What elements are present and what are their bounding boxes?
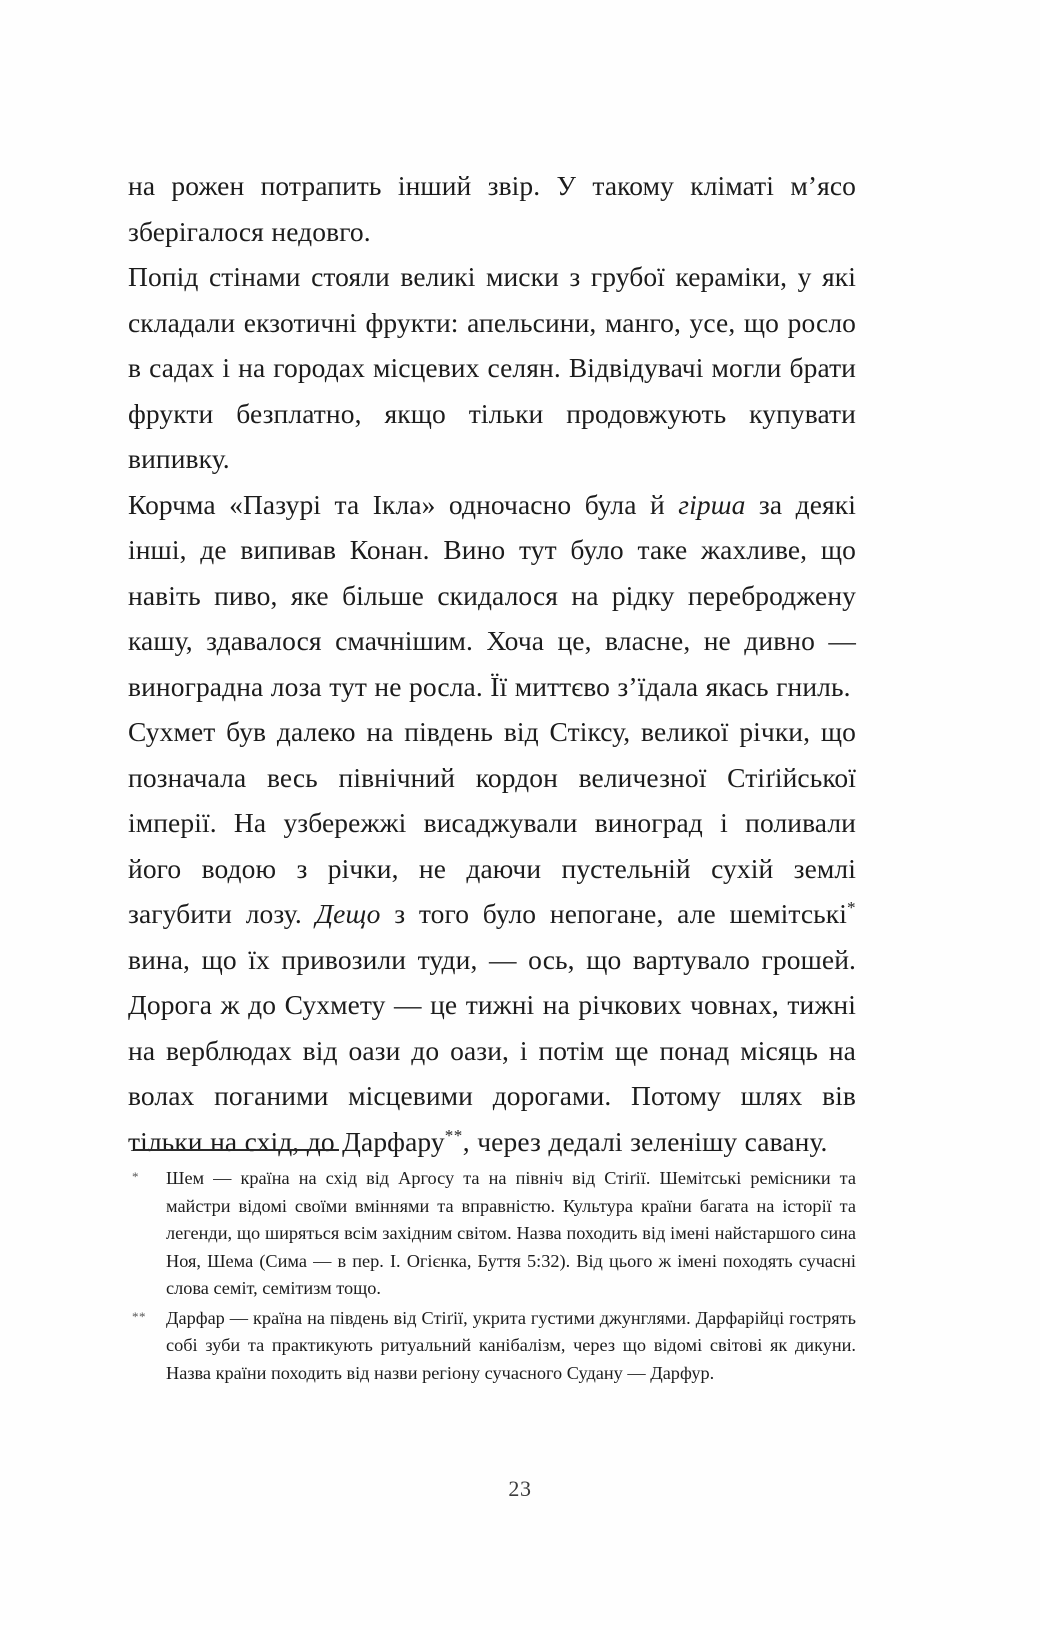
emphasis-text: гірша	[678, 488, 746, 520]
body-paragraph	[128, 163, 856, 254]
footnote-marker: *	[132, 1169, 139, 1184]
body-paragraph	[128, 163, 856, 709]
footnote-marker: **	[132, 1308, 146, 1324]
body-text-run: , через дедалі зеленішу савану.	[462, 1125, 828, 1157]
body-paragraph	[128, 163, 856, 1164]
footnotes-section	[128, 1149, 856, 1389]
footnote-list	[128, 1165, 856, 1387]
page-number: 23	[508, 1476, 532, 1501]
body-text-block	[128, 163, 856, 1164]
body-paragraph	[128, 163, 856, 482]
body-text-run: за деякі інші, де випивав Конан. Вино тут було таке жахливе, що навіть пиво, яке більше скидалося на рідку переброджену кашу, здавалося смачнішим. Хоча це, власне, не дивно — виноградна лоза тут не росла. Її миттєво з’їдала якась гниль.	[128, 488, 856, 702]
body-text-run: Попід стінами стояли великі миски з грубої кераміки, у які складали екзотичні фрукти: апельсини, манго, усе, що росло в садах і на городах місцевих селян. Відвідувачі могли брати фрукти безплатно, якщо тільки продовжують купувати випивку.	[128, 261, 856, 474]
body-text-run: на рожен потрапить інший звір. У такому кліматі м’ясо зберігалося недовго.	[128, 170, 856, 247]
body-text-run: Сухмет був далеко на південь від Стіксу, великої річки, що позначала весь північний кордон величезної Стіґійської імперії. На узбережжі висаджували виноград і поливали його водою з річки, не даючи пустельній сухій землі загубити лозу.	[128, 716, 856, 929]
footnote-item	[128, 1165, 856, 1303]
emphasis-text: Дещо	[315, 898, 381, 929]
body-text-run: Корчма «Пазурі та Ікла» одночасно була й	[128, 488, 679, 520]
footnote-text: Шем — країна на схід від Аргосу та на північ від Стіґії. Шемітські ремісники та майстри відомі своїми вміннями та вправністю. Культура країни багата на історії та легенди, що ширяться всім західним світом. Назва походить від імені найстаршого сина Ноя, Шема (Сима — в пер. І. Огієнка, Буття 5:32). Від цього ж імені походять сучасні слова семіт, семітизм тощо.	[166, 1168, 856, 1298]
body-text-run: вина, що їх привозили туди, — ось, що вартувало грошей. Дорога ж до Сухмету — це тижні на річкових човнах, тижні на верблюдах від оази до оази, і потім ще понад місяць на волах поганими місцевими дорогами. Потому шлях вів тільки на схід, до Дарфару	[128, 943, 856, 1157]
footnote-separator-rule	[134, 1149, 339, 1151]
footnote-item	[128, 1305, 856, 1388]
footnote-reference-marker[interactable]: *	[847, 897, 857, 917]
footnote-text: Дарфар — країна на південь від Стіґії, укрита густими джунглями. Дарфарійці гострять собі зуби та практикують ритуальний канібалізм, через що відомі світові як дикуни. Назва країни походить від назви регіону сучасного Судану — Дарфур.	[166, 1307, 856, 1383]
footnote-reference-marker[interactable]: **	[444, 1125, 463, 1145]
body-text-run: з того було непогане, але шемітські	[380, 898, 847, 929]
